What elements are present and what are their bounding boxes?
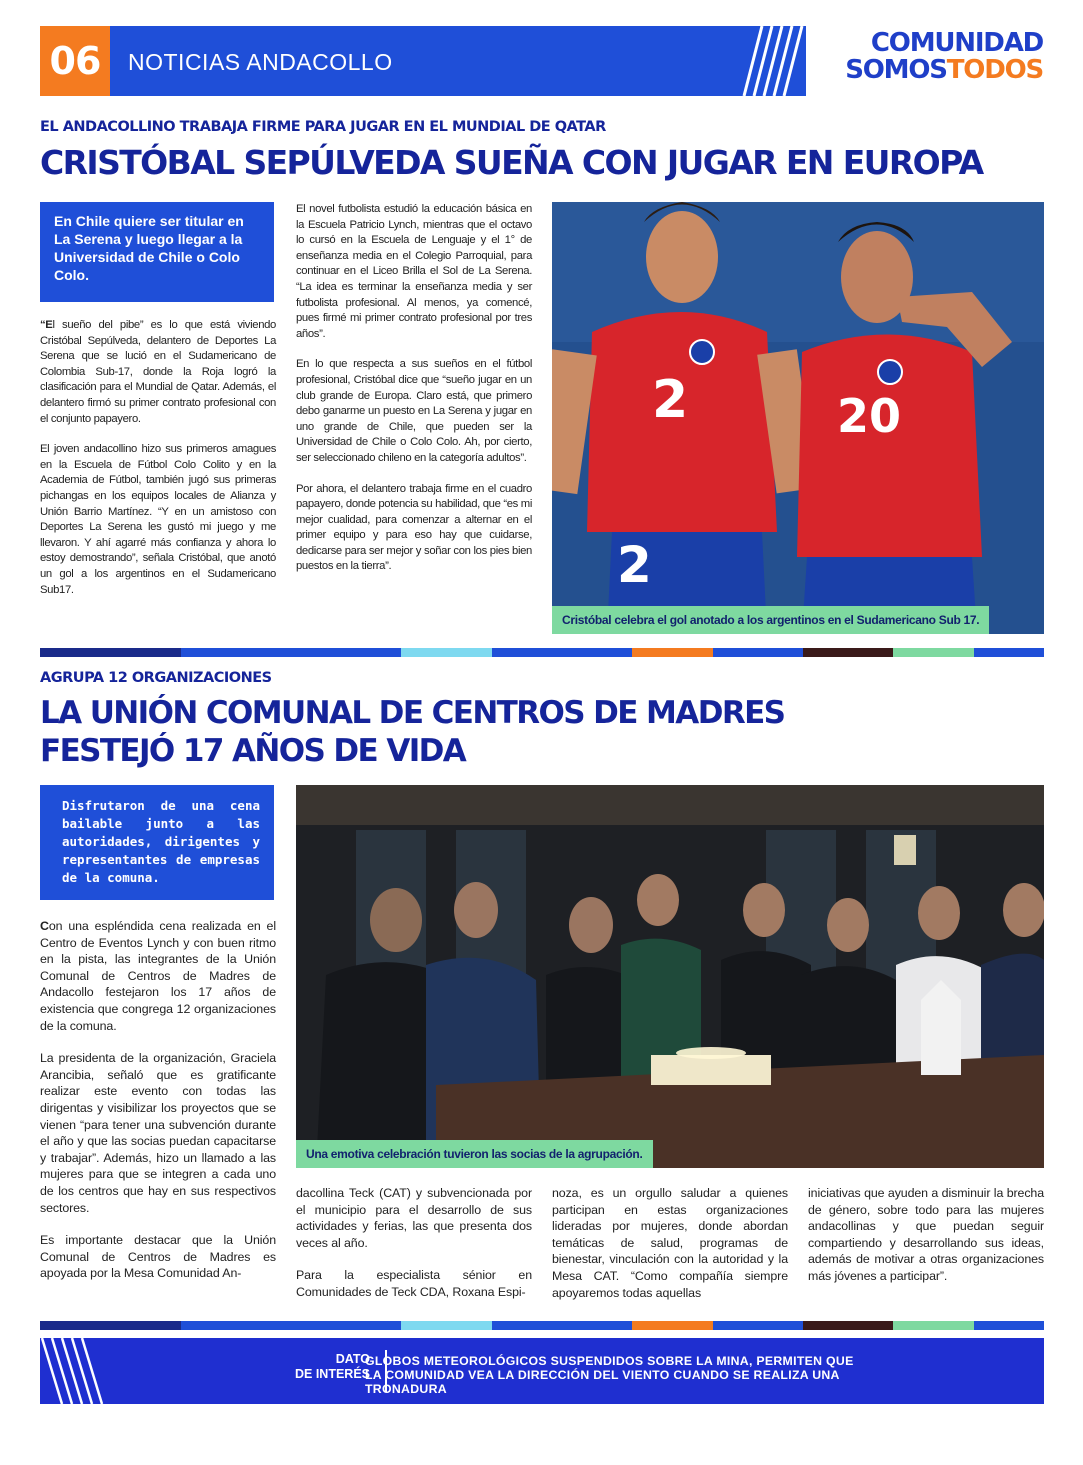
article2-headline-line-2: FESTEJÓ 17 AÑOS DE VIDA bbox=[40, 733, 466, 769]
article1-paragraph: Por ahora, el delantero trabaja firme en el cuadro papayero, donde potencia su habilidad, que “es mi mejor cualidad, para comenzar a alternar en el primer equipo y para eso hay que cuidarse, dedicarse para ser mejor y soñar con los pies bien puestos en la tierra”. bbox=[296, 482, 532, 573]
article2-column-1 bbox=[40, 918, 276, 1298]
color-divider-band bbox=[40, 648, 1044, 657]
article2-headline-line-1: LA UNIÓN COMUNAL DE CENTROS DE MADRES bbox=[40, 695, 785, 731]
article1-paragraph: En lo que respecta a sus sueños en el fútbol profesional, Cristóbal dice que “sueño jugar en un club grande de Europa. Claro está, que primero debo ganarme un puesto en La Serena y jugar en uno grande de Chile, que pueden ser la Universidad de Chile o Colo Colo. Ah, por cierto, ser seleccionado chileno en la categoría adultos”. bbox=[296, 358, 532, 464]
players-illustration bbox=[552, 202, 1044, 634]
dropcap: C bbox=[40, 919, 49, 933]
article2-paragraph: dacollina Teck (CAT) y subvencionada por el municipio para el desarrollo de sus actividades y ferias, las que presenta dos veces al año. bbox=[296, 1186, 532, 1250]
fact-box-label-line-2: DE INTERÉS bbox=[294, 1367, 370, 1381]
article2-paragraph: Es importante destacar que la Unión Comunal de Centros de Madres es apoyada por la Mesa Comunidad An- bbox=[40, 1233, 276, 1281]
fact-box-label-line-1: DATO bbox=[335, 1352, 370, 1366]
brand-line-2 bbox=[845, 57, 1043, 84]
article2-column-2 bbox=[296, 1185, 532, 1317]
article1-column-1 bbox=[40, 318, 276, 613]
jersey-number-left: 2 bbox=[652, 370, 689, 430]
fact-box-label bbox=[250, 1352, 370, 1382]
paragraph-text: l sueño del pibe” es lo que está viviendo Cristóbal Sepúlveda, delantero de Deportes La Serena que se lució en el Sudamericano de Colombia Sub-17, donde la Roja logró la clasificación para el Mundial de Qatar. Además, el delantero firmó su primer contrato profesional con el conjunto papayero. bbox=[40, 319, 276, 425]
jersey-number-right: 20 bbox=[837, 389, 902, 443]
brand-line-1: COMUNIDAD bbox=[870, 28, 1043, 58]
article2-pull-quote: Disfrutaron de una cena bailable junto a las autoridades, dirigentes y representantes de empresas de la comuna. bbox=[40, 785, 274, 900]
photo-caption: Cristóbal celebra el gol anotado a los argentinos en el Sudamericano Sub 17. bbox=[552, 606, 989, 634]
celebration-photo bbox=[296, 785, 1044, 1168]
brand-word-somos: SOMOS bbox=[845, 55, 947, 85]
dropcap: “E bbox=[40, 319, 53, 331]
paragraph-text: on una espléndida cena realizada en el Centro de Eventos Lynch y con buen ritmo en la pista, las integrantes de la Unión Comunal de Centros de Madres de Andacollo festejaron los 17 años de existencia que congrega 12 organizaciones de la comuna. bbox=[40, 919, 276, 1033]
article2-column-3 bbox=[552, 1185, 788, 1317]
page-header-bar bbox=[40, 26, 806, 96]
article1-paragraph bbox=[40, 318, 276, 427]
shorts-number-left: 2 bbox=[617, 536, 652, 594]
article2-column-4 bbox=[808, 1185, 1044, 1301]
article2-kicker: AGRUPA 12 ORGANIZACIONES bbox=[40, 670, 272, 686]
brand-logo bbox=[845, 30, 1043, 84]
article1-pull-quote: En Chile quiere ser titular en La Serena y luego llegar a la Universidad de Chile o Colo Colo. bbox=[40, 202, 274, 302]
article2-paragraph: La presidenta de la organización, Graciela Arancibia, señaló que es gratificante realizar este evento con todas las dirigentas y visibilizar los proyectos que se vienen “para tener una subvención durante el año y que las socias puedan capacitarse y trabajar”. Además, hizo un llamado a las mujeres para que se integren a cada uno de los centros que hay en sus respectivos sectores. bbox=[40, 1051, 276, 1215]
brand-word-todos: TODOS bbox=[946, 55, 1043, 85]
birthday-cake bbox=[651, 1055, 771, 1085]
fact-box bbox=[40, 1338, 1044, 1404]
fact-box-text: GLOBOS METEOROLÓGICOS SUSPENDIDOS SOBRE LA MINA, PERMITEN QUE LA COMUNIDAD VEA LA DIRECCIÓN DEL VIENTO CUANDO SE REALIZA UNA TRONADURA bbox=[365, 1354, 854, 1396]
header-stripes-decoration bbox=[722, 26, 806, 96]
photo-caption: Una emotiva celebración tuvieron las socias de la agrupación. bbox=[296, 1140, 653, 1168]
article2-paragraph: iniciativas que ayuden a disminuir la brecha de género, sobre todo para las mujeres andacollinas y que puedan seguir compartiendo y desarrollando sus ideas, además de motivar a otras organizaciones más jóvenes a participar”. bbox=[808, 1186, 1044, 1283]
article2-paragraph: noza, es un orgullo saludar a quienes participan en estas organizaciones lideradas por mujeres, donde abordan temáticas de salud, programas de bienestar, vinculación con la autoridad y la Mesa CAT. “Como compañía siempre apoyaremos todas aquellas bbox=[552, 1186, 788, 1300]
article1-headline: CRISTÓBAL SEPÚLVEDA SUEÑA CON JUGAR EN EUROPA bbox=[40, 143, 983, 182]
article2-paragraph bbox=[40, 918, 276, 1034]
lantern-decoration bbox=[921, 980, 961, 1075]
article1-kicker: EL ANDACOLLINO TRABAJA FIRME PARA JUGAR EN EL MUNDIAL DE QATAR bbox=[40, 119, 606, 135]
page-number: 06 bbox=[40, 26, 110, 96]
celebration-illustration bbox=[296, 785, 1044, 1168]
article1-column-2 bbox=[296, 202, 532, 590]
football-players-photo bbox=[552, 202, 1044, 634]
fact-box-stripes-decoration bbox=[40, 1338, 130, 1404]
article2-headline bbox=[40, 694, 784, 770]
article1-paragraph: El joven andacollino hizo sus primeros amagues en la Escuela de Fútbol Colo Colito y en la Academia de Fútbol, también jugó sus primeras pichangas en los equipos locales de Alianza y Unión Barrio Martínez. “Y en un amistoso con Deportes La Serena les gustó mi juego y me llevaron. Y ahí agarré más confianza y ahora lo estoy demostrando”, señala Cristóbal, que anotó un gol a los argentinos en el Sudamericano Sub17. bbox=[40, 443, 276, 596]
wall-lamp bbox=[894, 835, 916, 865]
color-divider-band bbox=[40, 1321, 1044, 1330]
section-title: NOTICIAS ANDACOLLO bbox=[128, 49, 393, 75]
article1-paragraph: El novel futbolista estudió la educación básica en la Escuela Patricio Lynch, mientras que el octavo lo cursó en la Escuela de Lenguaje y el 1° de enseñanza media en el Colegio Parroquial, para continuar en el Liceo Brilla el Sol de La Serena. “La idea es terminar la enseñanza media y ser futbolista profesional. Al menos, ya comencé, pues firmé mi primer contrato profesional por tres años”. bbox=[296, 203, 532, 340]
article2-paragraph: Para la especialista sénior en Comunidades de Teck CDA, Roxana Espi- bbox=[296, 1268, 532, 1299]
